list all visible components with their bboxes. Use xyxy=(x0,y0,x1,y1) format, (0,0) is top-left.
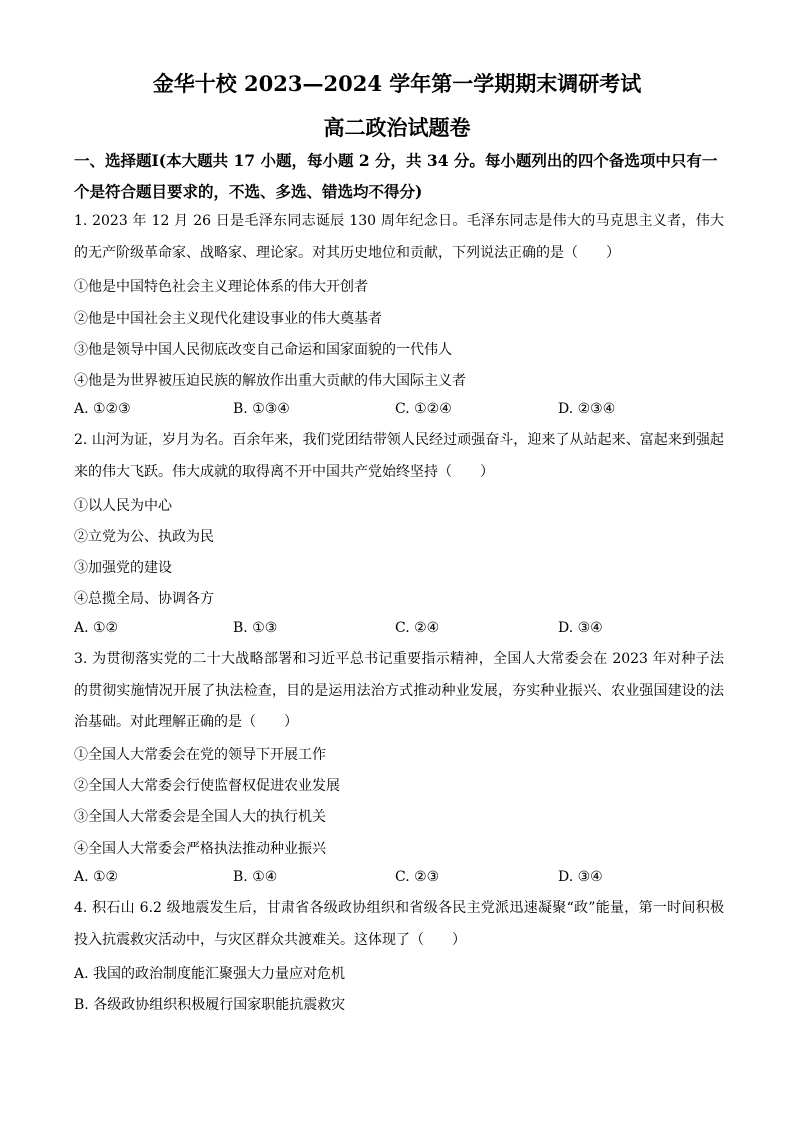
question-1-item-2: ②他是中国社会主义现代化建设事业的伟大奠基者 xyxy=(74,311,382,327)
question-4-stem: 4. 积石山 6.2 级地震发生后，甘肃省各级政协组织和省级各民主党派迅速凝聚“政”能量，第一时间积极投入抗震救灾活动中，与灾区群众共渡难关。这体现了（ ） xyxy=(74,900,724,948)
question-3-item-4: ④全国人大常委会严格执法推动种业振兴 xyxy=(74,841,326,857)
question-1-stem: 1. 2023 年 12 月 26 日是毛泽东同志诞辰 130 周年纪念日。毛泽东同志是伟大的马克思主义者，伟大的无产阶级革命家、战略家、理论家。对其历史地位和贡献，下列说法正确的是（ ） xyxy=(74,213,724,261)
question-1-item-1: ①他是中国特色社会主义理论体系的伟大开创者 xyxy=(74,279,368,295)
exam-subtitle: 高二政治试题卷 xyxy=(323,115,471,140)
question-4-option-b: B. 各级政协组织积极履行国家职能抗震救灾 xyxy=(74,997,346,1013)
question-2-item-2: ②立党为公、执政为民 xyxy=(74,529,214,545)
question-2-stem: 2. 山河为证，岁月为名。百余年来，我们党团结带领人民经过顽强奋斗，迎来了从站起来、富起来到强起来的伟大飞跃。伟大成就的取得离不开中国共产党始终坚持（ ） xyxy=(74,432,724,480)
question-3-option-d: D. ③④ xyxy=(558,869,603,885)
question-2-item-1: ①以人民为中心 xyxy=(74,498,172,514)
question-2-option-a: A. ①② xyxy=(74,620,119,636)
exam-title: 金华十校 2023—2024 学年第一学期期末调研考试 xyxy=(152,71,642,96)
section-heading: 一、选择题Ⅰ(本大题共 17 小题，每小题 2 分，共 34 分。每小题列出的四个备选项中只有一个是符合题目要求的，不选、多选、错选均不得分) xyxy=(74,151,718,201)
question-3-item-1: ①全国人大常委会在党的领导下开展工作 xyxy=(74,747,326,763)
question-2-item-4: ④总揽全局、协调各方 xyxy=(74,591,214,607)
question-1-item-3: ③他是领导中国人民彻底改变自己命运和国家面貌的一代伟人 xyxy=(74,342,452,358)
question-4-option-a: A. 我国的政治制度能汇聚强大力量应对危机 xyxy=(74,966,346,982)
question-3-item-3: ③全国人大常委会是全国人大的执行机关 xyxy=(74,809,326,825)
question-1-option-b: B. ①③④ xyxy=(233,401,290,417)
question-3-stem: 3. 为贯彻落实党的二十大战略部署和习近平总书记重要指示精神，全国人大常委会在 2023 年对种子法的贯彻实施情况开展了执法检查，目的是运用法治方式推动种业发展，夯实种业振兴、农业强国建设的法治基础。对此理解正确的是（ ） xyxy=(74,651,724,730)
question-3-option-c: C. ②③ xyxy=(395,869,440,885)
question-1-option-a: A. ①②③ xyxy=(74,401,131,417)
question-1-item-4: ④他是为世界被压迫民族的解放作出重大贡献的伟大国际主义者 xyxy=(74,373,466,389)
question-2-option-b: B. ①③ xyxy=(233,620,278,636)
question-3-option-a: A. ①② xyxy=(74,869,119,885)
question-2-option-c: C. ②④ xyxy=(395,620,440,636)
question-1-option-c: C. ①②④ xyxy=(395,401,452,417)
question-3-item-2: ②全国人大常委会行使监督权促进农业发展 xyxy=(74,778,340,794)
question-2-item-3: ③加强党的建设 xyxy=(74,560,172,576)
question-1-option-d: D. ②③④ xyxy=(558,401,616,417)
question-3-option-b: B. ①④ xyxy=(233,869,278,885)
question-2-option-d: D. ③④ xyxy=(558,620,603,636)
